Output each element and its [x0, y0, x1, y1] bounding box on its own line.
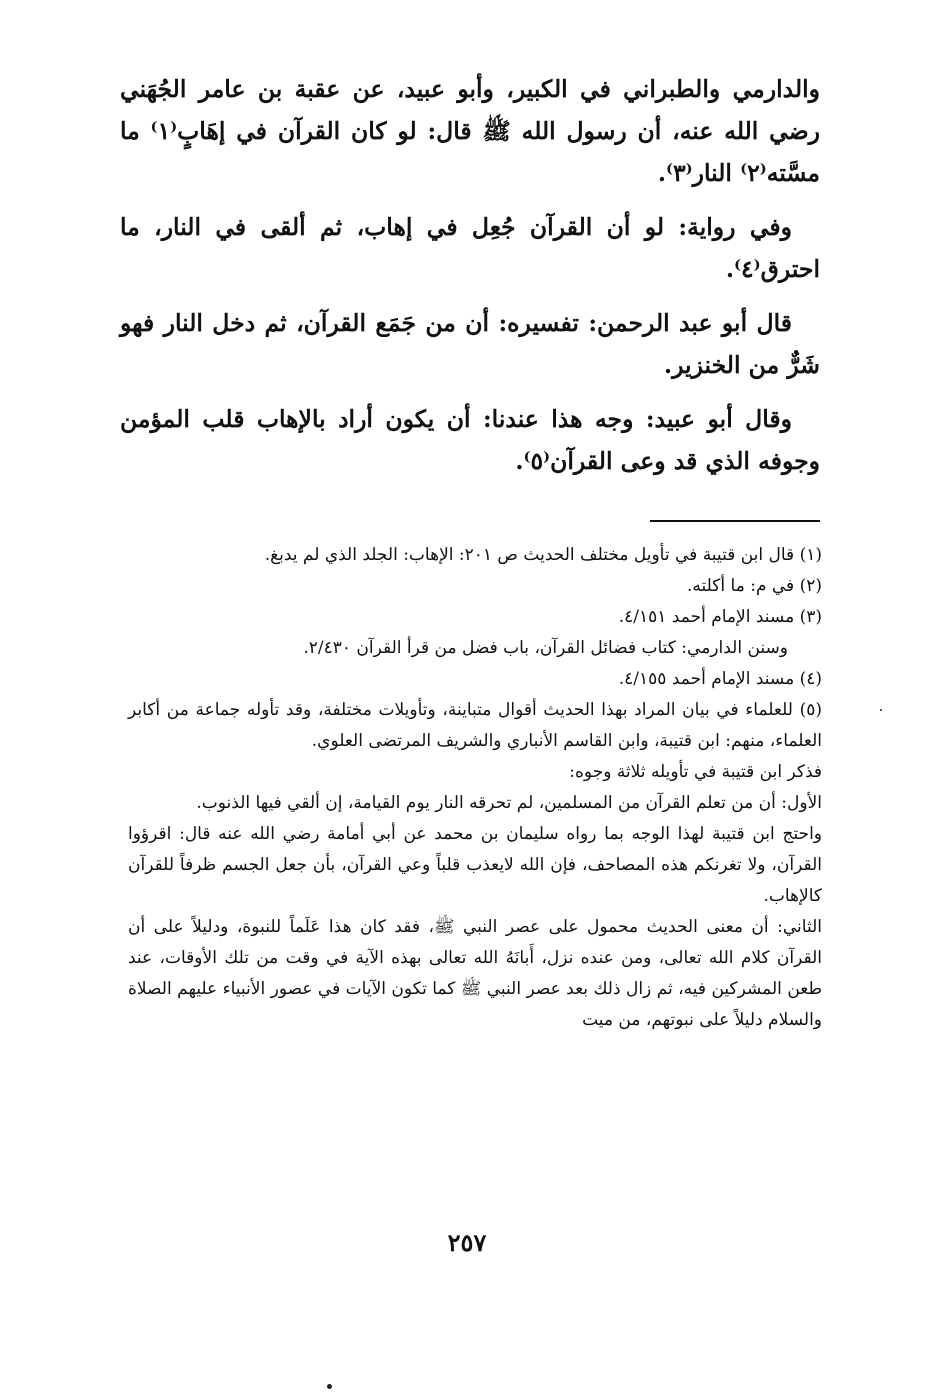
footnote-separator [650, 520, 820, 522]
footnotes [128, 540, 822, 1036]
footnote-5-evidence: واحتج ابن قتيبة لهذا الوجه بما رواه سليمان بن محمد عن أبي أمامة رضي الله عنه قال: اقرؤوا القرآن، ولا تغرنكم هذه المصاحف، فإن الله لايعذب قلباً وعي القرآن، بأن جعل الجسم ظرفاً للقرآن كالإهاب. [128, 824, 822, 906]
footnote-5-first: الأول: أن من تعلم القرآن من المسلمين، لم تحرقه النار يوم القيامة، إن ألقي فيها الذنوب. [196, 793, 822, 813]
paragraph-hadith: والدارمي والطبراني في الكبير، وأبو عبيد، عن عقبة بن عامر الجُهَني رضي الله عنه، أن رسول الله ﷺ قال: لو كان القرآن في إهَابٍ⁽١⁾ ما مسَّته⁽٢⁾ النار⁽٣⁾. [120, 75, 820, 187]
footnote-2: (٢) في م: ما أكلته. [687, 576, 822, 596]
footnote-5-second: الثاني: أن معنى الحديث محمول على عصر النبي ﷺ، فقد كان هذا عَلَماً للنبوة، ودليلاً على أن القرآن كلام الله تعالى، ومن عنده نزل، أَبانَهُ الله تعالى بهذه الآية في وقت من تلك الأوقات، عند طعن المشركين فيه، ثم زال ذلك بعد عصر النبي ﷺ كما تكون الآيات في عصور الأنبياء عليهم الصلاة والسلام دليلاً على نبوتهم، من ميت [128, 917, 822, 1030]
page-number: ٢٥٧ [447, 1228, 487, 1257]
footnote-1: (١) قال ابن قتيبة في تأويل مختلف الحديث ص ٢٠١: الإهاب: الجلد الذي لم يدبغ. [264, 545, 822, 565]
footnote-3: (٣) مسند الإمام أحمد ٤/١٥١. [618, 607, 822, 627]
footnote-4: (٤) مسند الإمام أحمد ٤/١٥٥. [618, 669, 822, 689]
scan-speck [880, 709, 882, 711]
scan-speck [327, 1384, 332, 1389]
footnote-3-continued: وسنن الدارمي: كتاب فضائل القرآن، باب فضل من قرأ القرآن ٢/٤٣٠. [303, 638, 788, 658]
footnote-5: (٥) للعلماء في بيان المراد بهذا الحديث أقوال متباينة، وتأويلات مختلفة، وقد تأوله جماعة من أكابر العلماء، منهم: ابن قتيبة، وابن القاسم الأنباري والشريف المرتضى العلوي. [128, 700, 822, 751]
main-text [120, 68, 820, 494]
paragraph-riwaya: وفي رواية: لو أن القرآن جُعِل في إهاب، ثم ألقى في النار، ما احترق⁽٤⁾. [120, 213, 820, 283]
paragraph-abu-ubaid: وقال أبو عبيد: وجه هذا عندنا: أن يكون أراد بالإهاب قلب المؤمن وجوفه الذي قد وعى القرآن⁽٥⁾. [120, 405, 820, 475]
paragraph-tafsir: قال أبو عبد الرحمن: تفسيره: أن من جَمَع القرآن، ثم دخل النار فهو شَرٌّ من الخنزير. [120, 309, 820, 379]
footnote-5-intro: فذكر ابن قتيبة في تأويله ثلاثة وجوه: [569, 762, 822, 782]
